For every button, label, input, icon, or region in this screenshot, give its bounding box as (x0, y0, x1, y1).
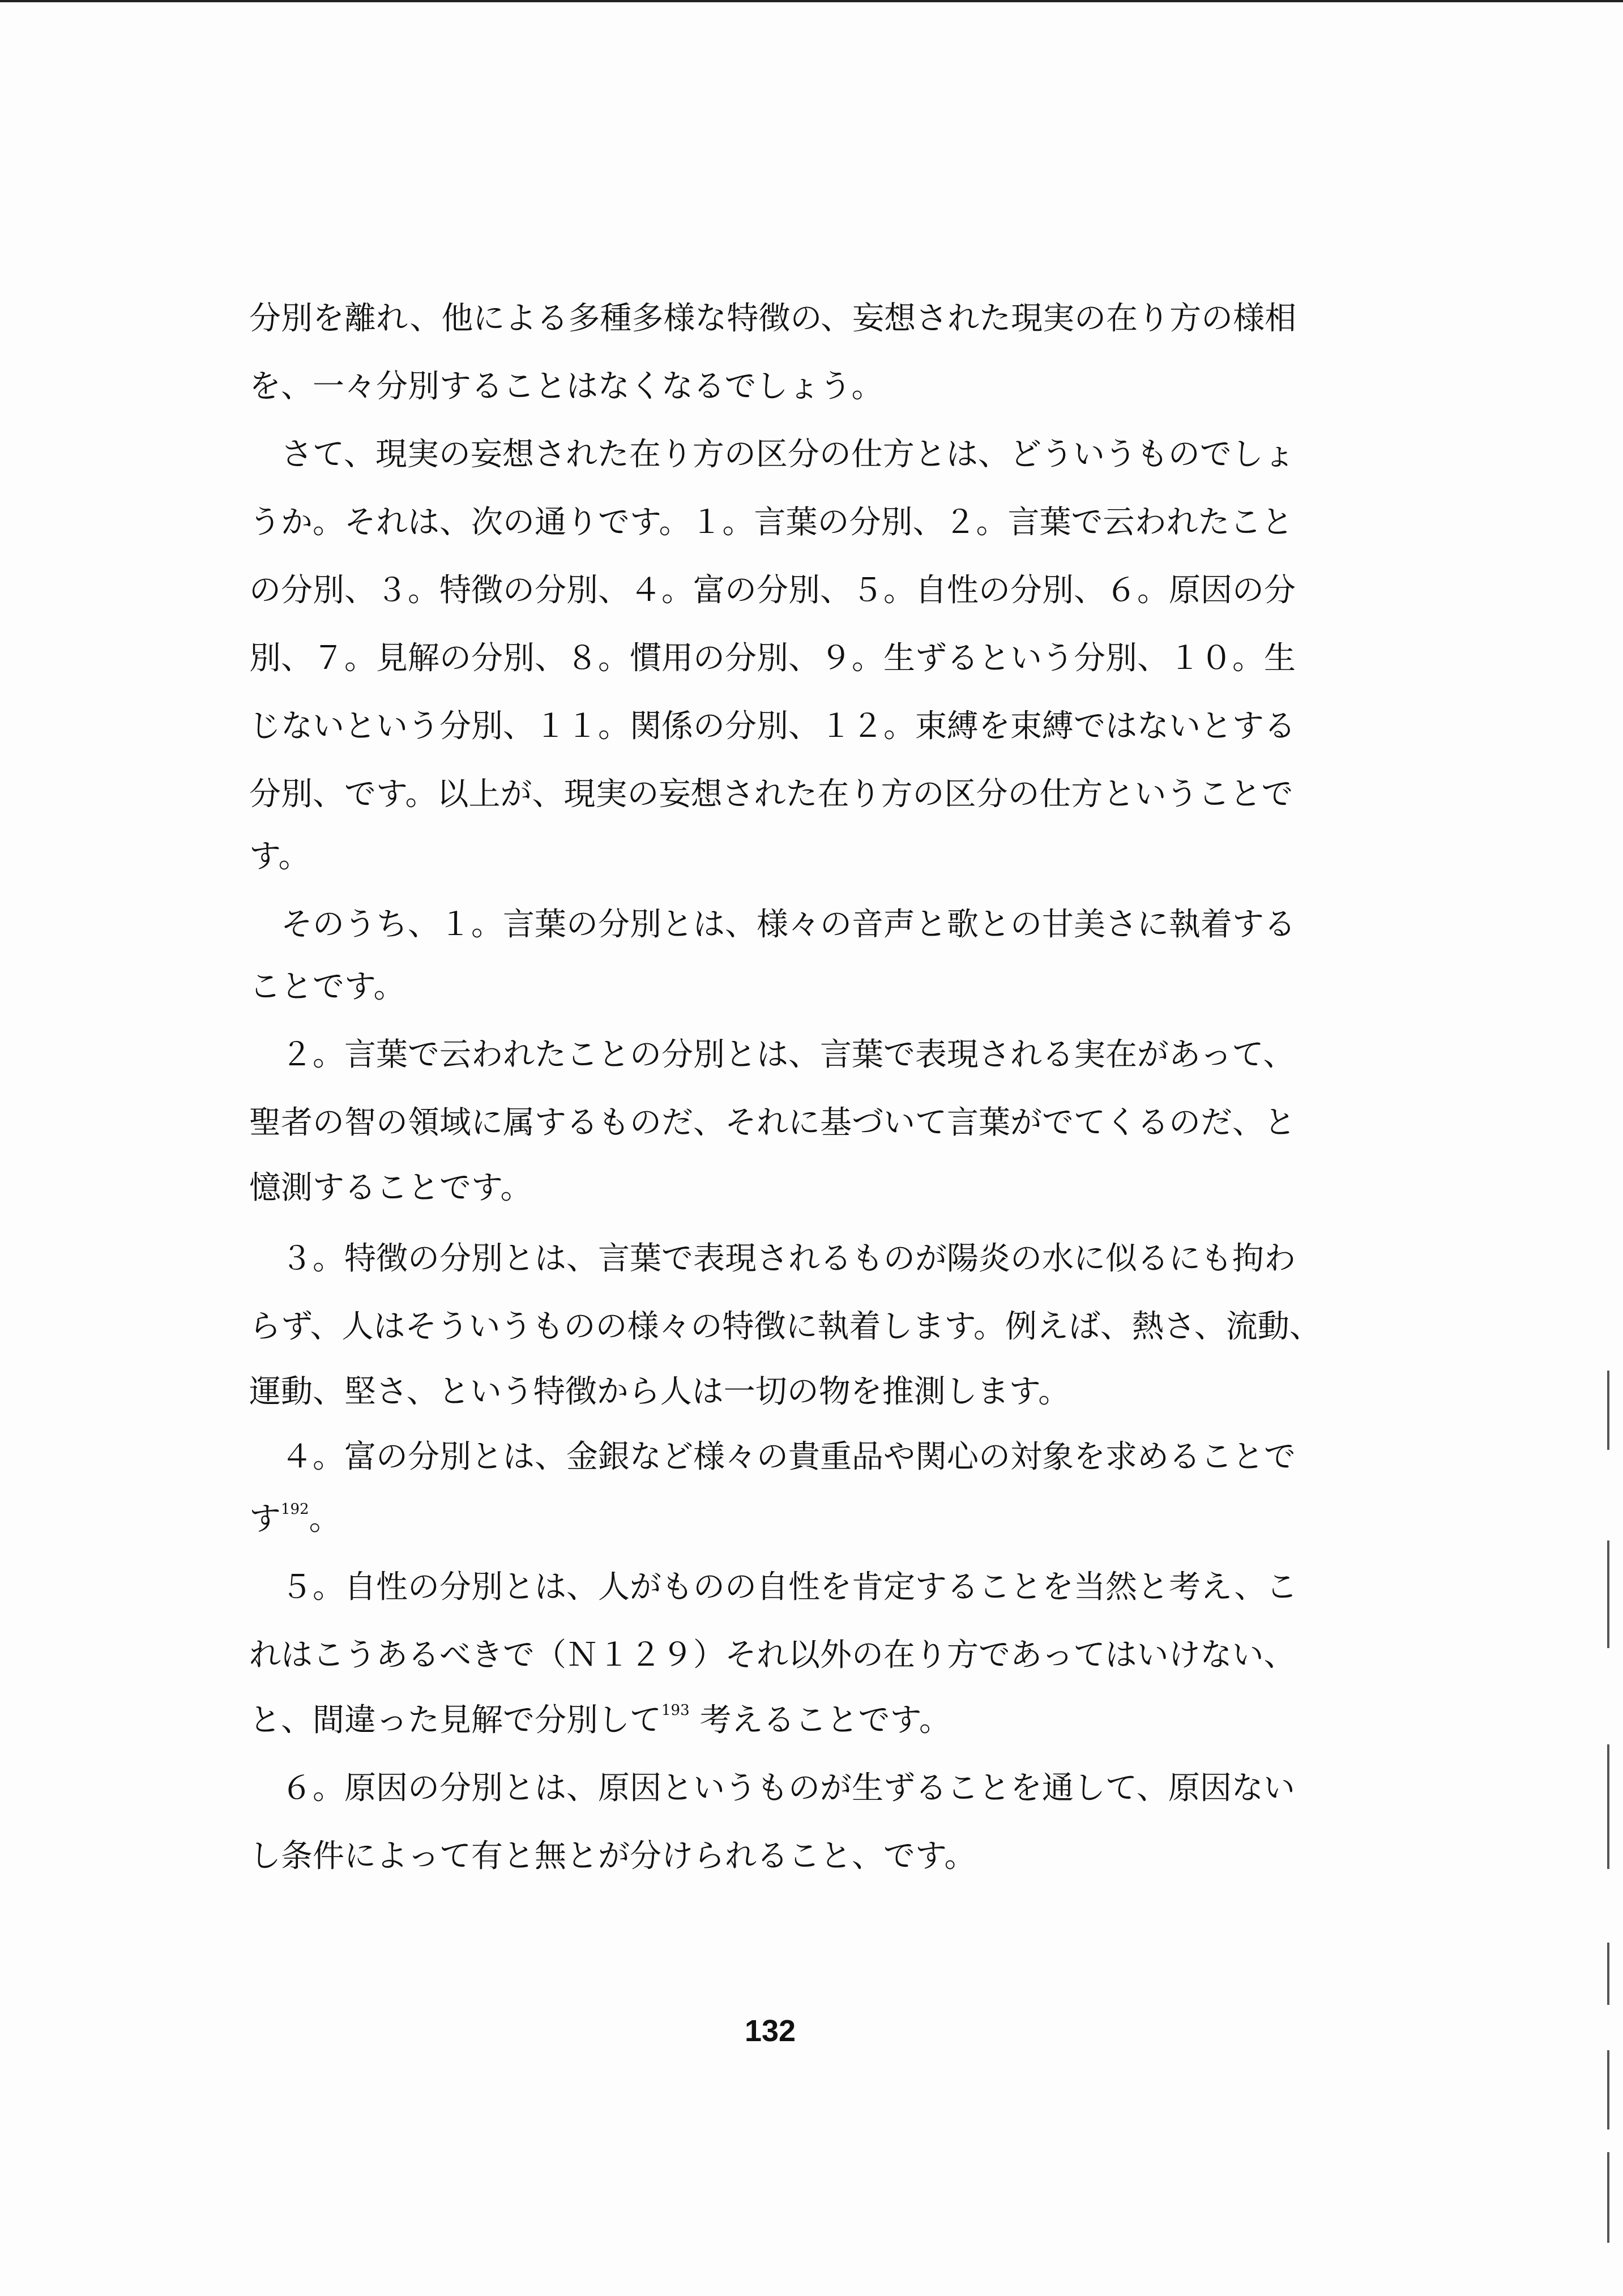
text-line: うか。それは、次の通りです。１。言葉の分別、２。言葉で云われたこと (249, 504, 1293, 541)
text-line: 聖者の智の領域に属するものだ、それに基づいて言葉がでてくるのだ、と (249, 1104, 1296, 1141)
text-line: 分別を離れ、他による多種多様な特徴の、妄想された現実の在り方の様相 (249, 300, 1297, 337)
text-line: ２。言葉で云われたことの分別とは、言葉で表現される実在があって、 (249, 1036, 1295, 1073)
edge-mark (1607, 1943, 1609, 2005)
text-segment: す (249, 1501, 281, 1538)
text-line: ことです。 (249, 968, 405, 1005)
edge-mark (1607, 1371, 1609, 1450)
text-line: 別、７。見解の分別、８。慣用の分別、９。生ずるという分別、１０。生 (249, 640, 1296, 677)
text-line: 分別、です。以上が、現実の妄想された在り方の区分の仕方ということで (249, 776, 1293, 813)
text-line: そのうち、１。言葉の分別とは、様々の音声と歌との甘美さに執着する (249, 906, 1296, 943)
text-line: じないという分別、１１。関係の分別、１２。束縛を束縛ではないとする (249, 708, 1296, 745)
page-number: 132 (744, 2014, 796, 2048)
text-line: ４。富の分別とは、金銀など様々の貴重品や関心の対象を求めることで (249, 1439, 1296, 1475)
text-line: れはこうあるべきで（Ｎ１２９）それ以外の在り方であってはいけない、 (249, 1637, 1296, 1674)
text-line: 運動、堅さ、という特徴から人は一切の物を推測します。 (249, 1373, 1070, 1410)
edge-mark (1607, 2050, 1609, 2129)
edge-mark (1607, 1744, 1609, 1869)
top-border (0, 0, 1623, 2)
text-segment: 。 (309, 1501, 341, 1538)
footnote-ref: 192 (281, 1501, 309, 1518)
edge-mark (1607, 1540, 1609, 1648)
text-segment: 考えることです。 (689, 1702, 951, 1739)
edge-mark (1607, 2152, 1609, 2243)
text-line-with-note (249, 1696, 951, 1745)
text-line: ３。特徴の分別とは、言葉で表現されるものが陽炎の水に似るにも拘わ (249, 1240, 1296, 1277)
text-line: ６。原因の分別とは、原因というものが生ずることを通して、原因ない (249, 1770, 1295, 1807)
text-line: を、一々分別することはなくなるでしょう。 (249, 368, 883, 405)
text-line: さて、現実の妄想された在り方の区分の仕方とは、どういうものでしょ (249, 436, 1295, 473)
text-line: らず、人はそういうものの様々の特徴に執着します。例えば、熱さ、流動、 (249, 1308, 1321, 1345)
text-line: す。 (249, 838, 310, 875)
text-segment: と、間違った見解で分別して (249, 1702, 661, 1739)
text-line-with-note (249, 1495, 341, 1544)
text-line: の分別、３。特徴の分別、４。富の分別、５。自性の分別、６。原因の分 (249, 572, 1296, 609)
text-line: ５。自性の分別とは、人がものの自性を肯定することを当然と考え、こ (249, 1569, 1298, 1606)
footnote-ref: 193 (661, 1702, 690, 1719)
text-line: し条件によって有と無とが分けられること、です。 (249, 1838, 976, 1875)
text-line: 憶測することです。 (249, 1170, 532, 1206)
